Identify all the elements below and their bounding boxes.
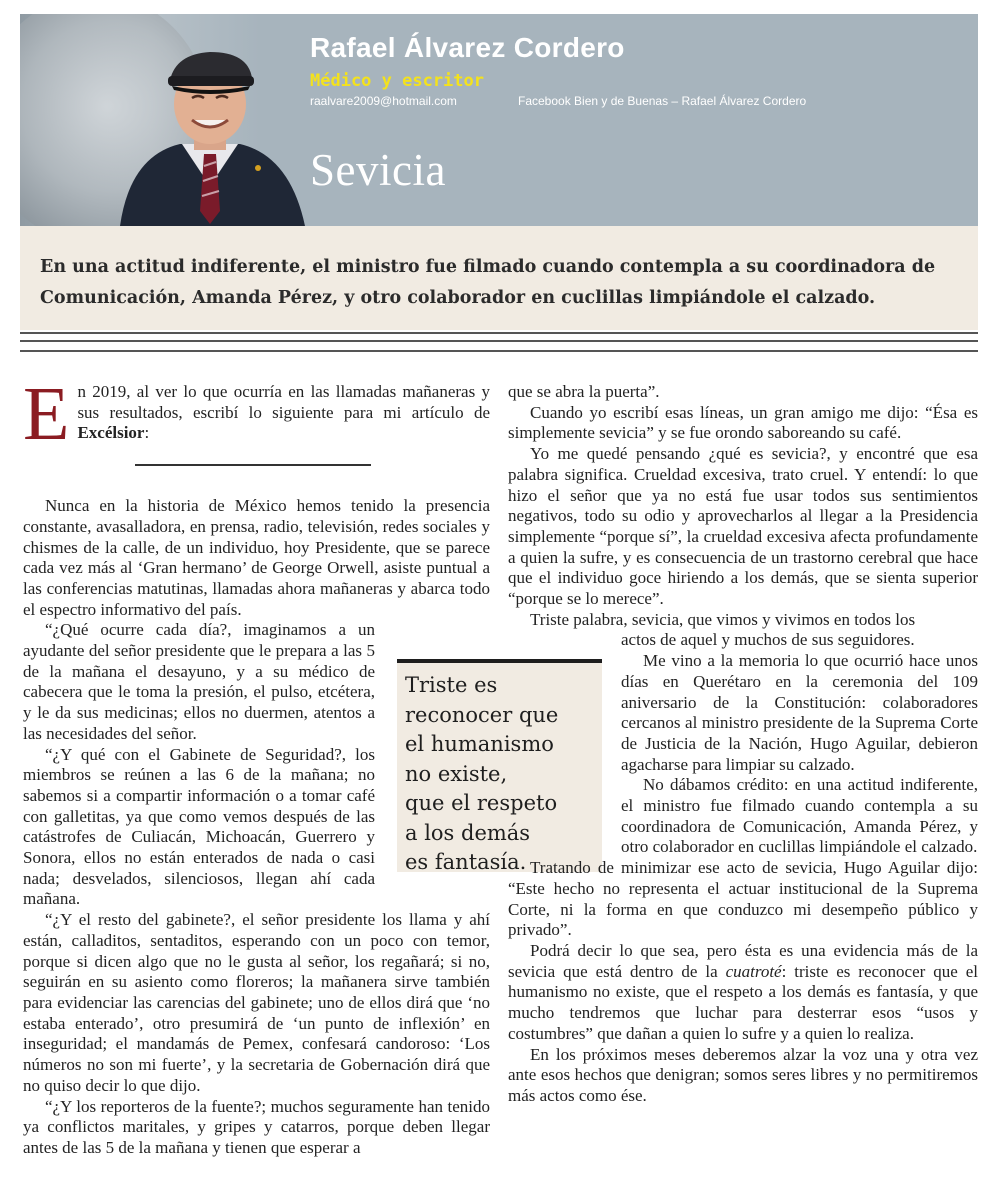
paragraph: “¿Y el resto del gabinete?, el señor presidente los llama y ahí están, calladitos, sentaditos, esperando con un poco con temor, porque si dicen algo que no le gusta al señor, los regañará; si no, seguirán en su asiento como floreros; la mañanera sirve también para evidenciar las carencias del gabinete; uno de ellos dirá que ‘no estaba enterado’, otro presumirá de ‘un punto de inflexión’ en inseguridad; el mandamás de Pemex, confesará candoroso: ‘Los números no son mi fuerte’, y la secretaria de Gobernación dirá que no quiso decir lo que dijo. [23, 910, 490, 1095]
pull-quote-line: que el respeto [405, 791, 558, 815]
divider [20, 340, 978, 342]
author-photo [110, 36, 310, 226]
article-summary-box [20, 226, 978, 330]
paragraph: “¿Y los reporteros de la fuente?; muchos seguramente han tenido ya conflictos maritales, y gripes y catarros, porque deben llegar antes de las 5 de la mañana y tienen que esperar a [23, 1096, 490, 1157]
paragraph: No dábamos crédito: en una actitud indiferente, el ministro fue filmado cuando contempla a su coordinadora de Comunicación, Amanda Pérez, y otro colaborador en cuclillas limpiándole el calzado. [621, 775, 978, 857]
pull-quote-line: Triste es [405, 673, 498, 697]
paragraph: Triste palabra, sevicia, que vimos y vivimos en todos los [530, 609, 916, 629]
pull-quote-line: el humanismo [405, 732, 554, 756]
emphasis: cuatroté [725, 961, 782, 981]
right-indented-block [508, 630, 978, 858]
paragraph: Nunca en la historia de México hemos tenido la presencia constante, avasalladora, en prensa, radio, televisión, redes sociales y chismes de la calle, de un individuo, hoy Presidente, que se parece cada vez más al ‘Gran hermano’ de George Orwell, asiste puntual a las conferencias matutinas, llamadas ahora mañaneras y abarca todo el espectro informativo del país. [23, 496, 490, 619]
paragraph: En los próximos meses deberemos alzar la voz una y otra vez ante esos hechos que denigran; somos seres libres y no permitiremos más actos como ése. [508, 1044, 978, 1105]
separator-line [135, 464, 371, 466]
article-title: Sevicia [310, 145, 446, 195]
drop-cap: E [23, 372, 70, 456]
author-facebook: Facebook Bien y de Buenas – Rafael Álvarez Cordero [518, 94, 807, 108]
paragraph: que se abra la puerta”. [508, 382, 660, 401]
pull-quote-line: a los demás [405, 820, 531, 845]
publication-name: Excélsior [77, 423, 145, 443]
author-role: Médico y escritor [310, 71, 484, 91]
divider [20, 332, 978, 334]
pull-quote-line: no existe, [405, 761, 508, 786]
article-column-right [508, 382, 978, 1107]
paragraph: “¿Qué ocurre cada día?, imaginamos a un ayudante del señor presidente que le prepara a las 5 de la mañana el desayuno, y a su médico de cabecera que le toma la presión, el pulso, etcétera, y le da sus medicinas; ellos no duermen, atentos a las necesidades del señor. [23, 620, 375, 743]
pull-quote-line: reconocer que [405, 702, 559, 727]
paragraph: Me vino a la memoria lo que ocurrió hace unos días en Querétaro en la ceremonia del 109 aniversario de la Constitución: colaboradores cercanos al ministro presidente de la Suprema Corte de Justicia de la Nación, Hugo Aguilar, debieron agacharse para limpiar su calzado. [621, 651, 978, 774]
paragraph: Cuando yo escribí esas líneas, un gran amigo me dijo: “Ésa es simplemente sevicia” y se fue orondo saboreando su café. [508, 402, 978, 443]
paragraph: actos de aquel y muchos de sus seguidores. [621, 630, 915, 650]
paragraph: Podrá decir lo que sea, pero ésta es una evidencia más de la sevicia que está dentro de la cuatroté: triste es reconocer que el humanismo no existe, que el respeto a los demás es fantasía, y que mucho tendremos que luchar para desterrar esos “usos y costumbres” que dañan a quien lo sufre y a quien lo realiza. [508, 940, 978, 1043]
article-summary: En una actitud indiferente, el ministro fue filmado cuando contempla a su coordinadora de Comunicación, Amanda Pérez, y otro colaborador en cuclillas limpiándole el calzado. [40, 257, 936, 308]
author-name: Rafael Álvarez Cordero [310, 32, 625, 63]
pull-quote-line: es fantasía. [405, 850, 527, 874]
divider [20, 350, 978, 352]
article-lead: E n 2019, al ver lo que ocurría en las llamadas mañaneras y sus resultados, escribí lo siguiente para mi artículo de Excélsior: [23, 372, 490, 456]
column-header [20, 14, 978, 226]
paragraph: “¿Y qué con el Gabinete de Seguridad?, los miembros se reúnen a las 6 de la mañana; no sabemos si a compartir información o a tomar café con galletitas, ya que como vemos después de las catástrofes de Culiacán, Michoacán, Guerrero y Sonora, ellos no están enterados de nada o casi nada; desvelados, silenciosos, llegan ahí cada mañana. [23, 744, 375, 909]
author-email: raalvare2009@hotmail.com [310, 94, 457, 108]
paragraph: Tratando de minimizar ese acto de sevicia, Hugo Aguilar dijo: “Este hecho no representa el actuar institucional de la Suprema Corte, ni la forma en que conduzco mi desempeño público y privado”. [508, 858, 978, 940]
paragraph: Yo me quedé pensando ¿qué es sevicia?, y encontré que esa palabra significa. Crueldad excesiva, trato cruel. Y entendí: lo que hizo el señor que ya no está fue usar todos sus sentimientos negativos, todo su odio y aprovecharlos al llegar a la Presidencia simplemente “porque sí”, la crueldad excesiva afecta profundamente a quien la sufre, y es consecuencia de un trastorno cerebral que hace que el individuo goce hiriendo a los demás, que se sienta superior “porque se lo merece”. [508, 444, 978, 609]
